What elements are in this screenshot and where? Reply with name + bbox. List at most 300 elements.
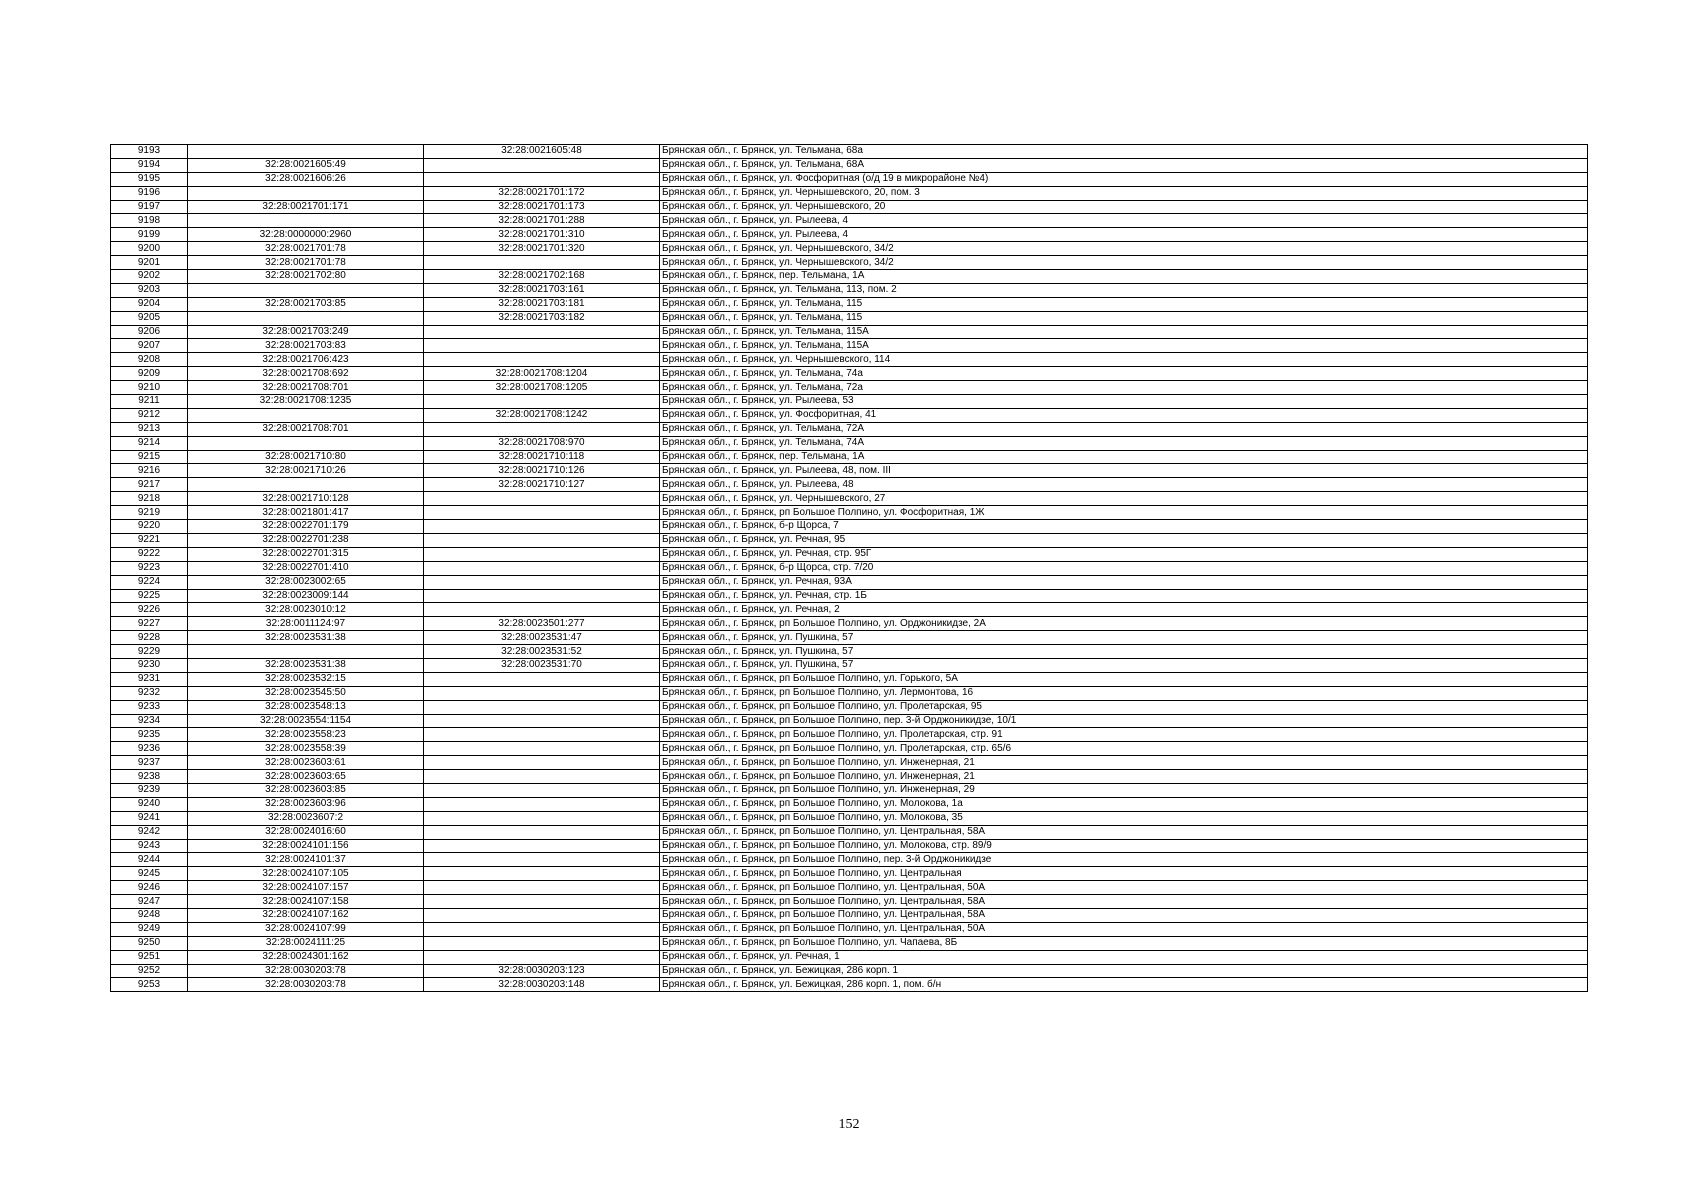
address-cell: Брянская обл., г. Брянск, ул. Речная, 93А [660,575,1588,589]
table-row [111,450,1588,464]
address-cell: Брянская обл., г. Брянск, б-р Щорса, 7 [660,520,1588,534]
land-cadastral-number-cell [188,311,424,325]
land-cadastral-number-cell [188,186,424,200]
address-cell: Брянская обл., г. Брянск, рп Большое Полпино, ул. Горького, 5А [660,672,1588,686]
table-row [111,589,1588,603]
row-number-cell: 9198 [111,214,188,228]
address-cell: Брянская обл., г. Брянск, ул. Речная, 95 [660,533,1588,547]
address-cell: Брянская обл., г. Брянск, ул. Тельмана, 74а [660,367,1588,381]
row-number-cell: 9225 [111,589,188,603]
table-row [111,770,1588,784]
row-number-cell: 9223 [111,561,188,575]
row-number-cell: 9234 [111,714,188,728]
row-number-cell: 9230 [111,658,188,672]
building-cadastral-number-cell [424,825,660,839]
building-cadastral-number-cell [424,936,660,950]
table-row [111,158,1588,172]
land-cadastral-number-cell [188,408,424,422]
building-cadastral-number-cell [424,158,660,172]
land-cadastral-number-cell [188,436,424,450]
land-cadastral-number-cell: 32:28:0021706:423 [188,353,424,367]
building-cadastral-number-cell [424,172,660,186]
row-number-cell: 9250 [111,936,188,950]
table-row [111,922,1588,936]
land-cadastral-number-cell: 32:28:0021701:78 [188,242,424,256]
table-row [111,256,1588,270]
land-cadastral-number-cell: 32:28:0021708:692 [188,367,424,381]
table-row [111,756,1588,770]
land-cadastral-number-cell: 32:28:0021606:26 [188,172,424,186]
row-number-cell: 9237 [111,756,188,770]
table-row [111,672,1588,686]
building-cadastral-number-cell: 32:28:0021703:161 [424,283,660,297]
building-cadastral-number-cell [424,867,660,881]
building-cadastral-number-cell: 32:28:0030203:148 [424,978,660,992]
row-number-cell: 9236 [111,742,188,756]
table-row [111,811,1588,825]
row-number-cell: 9244 [111,853,188,867]
address-cell: Брянская обл., г. Брянск, ул. Чернышевского, 27 [660,492,1588,506]
table-row [111,228,1588,242]
address-cell: Брянская обл., г. Брянск, ул. Чернышевского, 34/2 [660,256,1588,270]
address-cell: Брянская обл., г. Брянск, ул. Фосфоритная, 41 [660,408,1588,422]
land-cadastral-number-cell: 32:28:0023531:38 [188,631,424,645]
address-cell: Брянская обл., г. Брянск, ул. Бежицкая, 286 корп. 1 [660,964,1588,978]
row-number-cell: 9252 [111,964,188,978]
address-cell: Брянская обл., г. Брянск, ул. Рылеева, 4 [660,214,1588,228]
row-number-cell: 9209 [111,367,188,381]
building-cadastral-number-cell [424,353,660,367]
address-cell: Брянская обл., г. Брянск, ул. Тельмана, 113, пом. 2 [660,283,1588,297]
building-cadastral-number-cell [424,908,660,922]
address-cell: Брянская обл., г. Брянск, рп Большое Полпино, ул. Чапаева, 8Б [660,936,1588,950]
land-cadastral-number-cell: 32:28:0023548:13 [188,700,424,714]
address-cell: Брянская обл., г. Брянск, ул. Тельмана, 115 [660,311,1588,325]
address-cell: Брянская обл., г. Брянск, ул. Тельмана, 72А [660,422,1588,436]
building-cadastral-number-cell [424,520,660,534]
table-row [111,283,1588,297]
address-cell: Брянская обл., г. Брянск, рп Большое Полпино, ул. Центральная [660,867,1588,881]
land-cadastral-number-cell: 32:28:0011124:97 [188,617,424,631]
building-cadastral-number-cell [424,672,660,686]
land-cadastral-number-cell: 32:28:0023603:96 [188,797,424,811]
building-cadastral-number-cell [424,770,660,784]
land-cadastral-number-cell: 32:28:0024101:37 [188,853,424,867]
building-cadastral-number-cell [424,395,660,409]
row-number-cell: 9221 [111,533,188,547]
address-cell: Брянская обл., г. Брянск, ул. Пушкина, 57 [660,645,1588,659]
land-cadastral-number-cell: 32:28:0022701:179 [188,520,424,534]
row-number-cell: 9210 [111,381,188,395]
address-cell: Брянская обл., г. Брянск, ул. Тельмана, 115А [660,325,1588,339]
row-number-cell: 9197 [111,200,188,214]
table-row [111,270,1588,284]
land-cadastral-number-cell: 32:28:0021710:26 [188,464,424,478]
building-cadastral-number-cell [424,728,660,742]
address-cell: Брянская обл., г. Брянск, рп Большое Полпино, ул. Инженерная, 21 [660,770,1588,784]
land-cadastral-number-cell: 32:28:0023010:12 [188,603,424,617]
page-number: 152 [838,1117,860,1132]
building-cadastral-number-cell: 32:28:0021710:126 [424,464,660,478]
row-number-cell: 9224 [111,575,188,589]
table-row [111,422,1588,436]
address-cell: Брянская обл., г. Брянск, ул. Рылеева, 48 [660,478,1588,492]
row-number-cell: 9235 [111,728,188,742]
row-number-cell: 9201 [111,256,188,270]
address-cell: Брянская обл., г. Брянск, ул. Чернышевского, 20, пом. 3 [660,186,1588,200]
address-cell: Брянская обл., г. Брянск, ул. Тельмана, 68а [660,145,1588,159]
land-cadastral-number-cell: 32:28:0021801:417 [188,506,424,520]
row-number-cell: 9193 [111,145,188,159]
row-number-cell: 9222 [111,547,188,561]
land-cadastral-number-cell [188,214,424,228]
building-cadastral-number-cell [424,756,660,770]
row-number-cell: 9229 [111,645,188,659]
address-cell: Брянская обл., г. Брянск, ул. Пушкина, 57 [660,631,1588,645]
building-cadastral-number-cell [424,422,660,436]
row-number-cell: 9214 [111,436,188,450]
address-cell: Брянская обл., г. Брянск, ул. Тельмана, 115А [660,339,1588,353]
building-cadastral-number-cell: 32:28:0021701:310 [424,228,660,242]
table-row [111,645,1588,659]
land-cadastral-number-cell: 32:28:0023532:15 [188,672,424,686]
land-cadastral-number-cell: 32:28:0024016:60 [188,825,424,839]
row-number-cell: 9204 [111,297,188,311]
building-cadastral-number-cell: 32:28:0021708:1242 [424,408,660,422]
land-cadastral-number-cell: 32:28:0023554:1154 [188,714,424,728]
building-cadastral-number-cell: 32:28:0021605:48 [424,145,660,159]
table-row [111,908,1588,922]
land-cadastral-number-cell: 32:28:0024107:105 [188,867,424,881]
row-number-cell: 9215 [111,450,188,464]
table-row [111,797,1588,811]
registry-table [110,144,1588,992]
row-number-cell: 9196 [111,186,188,200]
land-cadastral-number-cell: 32:28:0021702:80 [188,270,424,284]
address-cell: Брянская обл., г. Брянск, рп Большое Полпино, ул. Фосфоритная, 1Ж [660,506,1588,520]
address-cell: Брянская обл., г. Брянск, ул. Речная, стр. 95Г [660,547,1588,561]
land-cadastral-number-cell: 32:28:0023531:38 [188,658,424,672]
row-number-cell: 9241 [111,811,188,825]
land-cadastral-number-cell: 32:28:0021710:128 [188,492,424,506]
building-cadastral-number-cell: 32:28:0021701:288 [424,214,660,228]
address-cell: Брянская обл., г. Брянск, ул. Фосфоритная (о/д 19 в микрорайоне №4) [660,172,1588,186]
building-cadastral-number-cell: 32:28:0021708:1205 [424,381,660,395]
table-row [111,200,1588,214]
address-cell: Брянская обл., г. Брянск, пер. Тельмана, 1А [660,270,1588,284]
land-cadastral-number-cell: 32:28:0021708:701 [188,422,424,436]
building-cadastral-number-cell: 32:28:0023531:47 [424,631,660,645]
row-number-cell: 9211 [111,395,188,409]
land-cadastral-number-cell: 32:28:0023009:144 [188,589,424,603]
address-cell: Брянская обл., г. Брянск, рп Большое Полпино, ул. Молокова, стр. 89/9 [660,839,1588,853]
row-number-cell: 9232 [111,686,188,700]
land-cadastral-number-cell: 32:28:0021605:49 [188,158,424,172]
address-cell: Брянская обл., г. Брянск, рп Большое Полпино, ул. Молокова, 1а [660,797,1588,811]
land-cadastral-number-cell: 32:28:0022701:238 [188,533,424,547]
address-cell: Брянская обл., г. Брянск, рп Большое Полпино, ул. Центральная, 58А [660,908,1588,922]
table-row [111,533,1588,547]
land-cadastral-number-cell: 32:28:0024301:162 [188,950,424,964]
building-cadastral-number-cell: 32:28:0021701:172 [424,186,660,200]
address-cell: Брянская обл., г. Брянск, рп Большое Полпино, ул. Молокова, 35 [660,811,1588,825]
table-row [111,700,1588,714]
table-row [111,783,1588,797]
table-row [111,492,1588,506]
row-number-cell: 9208 [111,353,188,367]
address-cell: Брянская обл., г. Брянск, ул. Рылеева, 4 [660,228,1588,242]
table-row [111,561,1588,575]
land-cadastral-number-cell: 32:28:0022701:410 [188,561,424,575]
table-row [111,145,1588,159]
table-row [111,575,1588,589]
land-cadastral-number-cell [188,645,424,659]
address-cell: Брянская обл., г. Брянск, ул. Пушкина, 57 [660,658,1588,672]
table-row [111,214,1588,228]
building-cadastral-number-cell: 32:28:0023531:52 [424,645,660,659]
address-cell: Брянская обл., г. Брянск, ул. Речная, 2 [660,603,1588,617]
building-cadastral-number-cell: 32:28:0021703:182 [424,311,660,325]
land-cadastral-number-cell: 32:28:0021708:1235 [188,395,424,409]
table-row [111,186,1588,200]
row-number-cell: 9239 [111,783,188,797]
land-cadastral-number-cell: 32:28:0021703:83 [188,339,424,353]
address-cell: Брянская обл., г. Брянск, рп Большое Полпино, ул. Орджоникидзе, 2А [660,617,1588,631]
building-cadastral-number-cell: 32:28:0021702:168 [424,270,660,284]
table-row [111,381,1588,395]
building-cadastral-number-cell [424,575,660,589]
row-number-cell: 9206 [111,325,188,339]
land-cadastral-number-cell: 32:28:0024107:158 [188,895,424,909]
land-cadastral-number-cell: 32:28:0030203:78 [188,978,424,992]
building-cadastral-number-cell [424,603,660,617]
table-row [111,353,1588,367]
table-row [111,742,1588,756]
land-cadastral-number-cell: 32:28:0024107:162 [188,908,424,922]
land-cadastral-number-cell: 32:28:0021701:171 [188,200,424,214]
land-cadastral-number-cell: 32:28:0021703:249 [188,325,424,339]
address-cell: Брянская обл., г. Брянск, ул. Речная, 1 [660,950,1588,964]
address-cell: Брянская обл., г. Брянск, ул. Тельмана, 72а [660,381,1588,395]
table-row [111,631,1588,645]
address-cell: Брянская обл., г. Брянск, ул. Чернышевского, 114 [660,353,1588,367]
land-cadastral-number-cell [188,478,424,492]
table-row [111,520,1588,534]
row-number-cell: 9233 [111,700,188,714]
building-cadastral-number-cell: 32:28:0021710:127 [424,478,660,492]
building-cadastral-number-cell [424,506,660,520]
table-row [111,950,1588,964]
land-cadastral-number-cell: 32:28:0021710:80 [188,450,424,464]
table-row [111,367,1588,381]
table-row [111,603,1588,617]
address-cell: Брянская обл., г. Брянск, рп Большое Полпино, пер. 3-й Орджоникидзе [660,853,1588,867]
table-row [111,964,1588,978]
building-cadastral-number-cell [424,839,660,853]
address-cell: Брянская обл., г. Брянск, ул. Чернышевского, 34/2 [660,242,1588,256]
land-cadastral-number-cell: 32:28:0024101:156 [188,839,424,853]
row-number-cell: 9226 [111,603,188,617]
building-cadastral-number-cell: 32:28:0023501:277 [424,617,660,631]
address-cell: Брянская обл., г. Брянск, рп Большое Полпино, ул. Пролетарская, стр. 91 [660,728,1588,742]
row-number-cell: 9220 [111,520,188,534]
table-row [111,839,1588,853]
table-row [111,686,1588,700]
table-row [111,978,1588,992]
address-cell: Брянская обл., г. Брянск, рп Большое Полпино, ул. Пролетарская, стр. 65/6 [660,742,1588,756]
table-row [111,853,1588,867]
building-cadastral-number-cell [424,561,660,575]
row-number-cell: 9240 [111,797,188,811]
address-cell: Брянская обл., г. Брянск, рп Большое Полпино, ул. Центральная, 50А [660,922,1588,936]
land-cadastral-number-cell: 32:28:0023558:39 [188,742,424,756]
land-cadastral-number-cell: 32:28:0023545:50 [188,686,424,700]
address-cell: Брянская обл., г. Брянск, ул. Речная, стр. 1Б [660,589,1588,603]
table-row [111,825,1588,839]
row-number-cell: 9243 [111,839,188,853]
building-cadastral-number-cell: 32:28:0021703:181 [424,297,660,311]
land-cadastral-number-cell: 32:28:0021701:78 [188,256,424,270]
building-cadastral-number-cell: 32:28:0021708:970 [424,436,660,450]
table-row [111,728,1588,742]
table-row [111,325,1588,339]
table-row [111,714,1588,728]
row-number-cell: 9194 [111,158,188,172]
land-cadastral-number-cell: 32:28:0000000:2960 [188,228,424,242]
building-cadastral-number-cell: 32:28:0021701:320 [424,242,660,256]
row-number-cell: 9248 [111,908,188,922]
table-row [111,172,1588,186]
address-cell: Брянская обл., г. Брянск, рп Большое Полпино, ул. Пролетарская, 95 [660,700,1588,714]
table-row [111,617,1588,631]
row-number-cell: 9205 [111,311,188,325]
address-cell: Брянская обл., г. Брянск, ул. Чернышевского, 20 [660,200,1588,214]
land-cadastral-number-cell: 32:28:0023603:65 [188,770,424,784]
building-cadastral-number-cell [424,492,660,506]
address-cell: Брянская обл., г. Брянск, ул. Тельмана, 74А [660,436,1588,450]
row-number-cell: 9228 [111,631,188,645]
table-row [111,881,1588,895]
building-cadastral-number-cell [424,700,660,714]
land-cadastral-number-cell: 32:28:0024111:25 [188,936,424,950]
table-row [111,395,1588,409]
table-row [111,547,1588,561]
row-number-cell: 9238 [111,770,188,784]
address-cell: Брянская обл., г. Брянск, ул. Бежицкая, 286 корп. 1, пом. б/н [660,978,1588,992]
land-cadastral-number-cell [188,145,424,159]
row-number-cell: 9249 [111,922,188,936]
address-cell: Брянская обл., г. Брянск, рп Большое Полпино, ул. Центральная, 50А [660,881,1588,895]
address-cell: Брянская обл., г. Брянск, ул. Тельмана, 115 [660,297,1588,311]
building-cadastral-number-cell [424,895,660,909]
row-number-cell: 9246 [111,881,188,895]
building-cadastral-number-cell: 32:28:0030203:123 [424,964,660,978]
land-cadastral-number-cell: 32:28:0030203:78 [188,964,424,978]
row-number-cell: 9200 [111,242,188,256]
building-cadastral-number-cell: 32:28:0023531:70 [424,658,660,672]
row-number-cell: 9212 [111,408,188,422]
land-cadastral-number-cell: 32:28:0021708:701 [188,381,424,395]
row-number-cell: 9213 [111,422,188,436]
row-number-cell: 9218 [111,492,188,506]
building-cadastral-number-cell [424,533,660,547]
table-row [111,936,1588,950]
address-cell: Брянская обл., г. Брянск, рп Большое Полпино, ул. Центральная, 58А [660,825,1588,839]
building-cadastral-number-cell [424,853,660,867]
row-number-cell: 9245 [111,867,188,881]
building-cadastral-number-cell [424,783,660,797]
land-cadastral-number-cell: 32:28:0023603:61 [188,756,424,770]
row-number-cell: 9247 [111,895,188,909]
address-cell: Брянская обл., г. Брянск, ул. Рылеева, 48, пом. III [660,464,1588,478]
building-cadastral-number-cell [424,256,660,270]
row-number-cell: 9199 [111,228,188,242]
row-number-cell: 9242 [111,825,188,839]
land-cadastral-number-cell: 32:28:0023558:23 [188,728,424,742]
building-cadastral-number-cell [424,547,660,561]
table-row [111,311,1588,325]
row-number-cell: 9219 [111,506,188,520]
building-cadastral-number-cell [424,950,660,964]
address-cell: Брянская обл., г. Брянск, б-р Щорса, стр. 7/20 [660,561,1588,575]
address-cell: Брянская обл., г. Брянск, ул. Рылеева, 53 [660,395,1588,409]
building-cadastral-number-cell [424,686,660,700]
address-cell: Брянская обл., г. Брянск, рп Большое Полпино, ул. Инженерная, 29 [660,783,1588,797]
registry-table-body [111,145,1588,992]
land-cadastral-number-cell: 32:28:0023603:85 [188,783,424,797]
row-number-cell: 9203 [111,283,188,297]
land-cadastral-number-cell: 32:28:0021703:85 [188,297,424,311]
address-cell: Брянская обл., г. Брянск, рп Большое Полпино, ул. Лермонтова, 16 [660,686,1588,700]
building-cadastral-number-cell: 32:28:0021708:1204 [424,367,660,381]
table-row [111,478,1588,492]
building-cadastral-number-cell [424,339,660,353]
building-cadastral-number-cell: 32:28:0021710:118 [424,450,660,464]
row-number-cell: 9217 [111,478,188,492]
address-cell: Брянская обл., г. Брянск, рп Большое Полпино, пер. 3-й Орджоникидзе, 10/1 [660,714,1588,728]
row-number-cell: 9253 [111,978,188,992]
land-cadastral-number-cell: 32:28:0024107:157 [188,881,424,895]
row-number-cell: 9195 [111,172,188,186]
building-cadastral-number-cell [424,325,660,339]
address-cell: Брянская обл., г. Брянск, пер. Тельмана, 1А [660,450,1588,464]
table-row [111,867,1588,881]
land-cadastral-number-cell [188,283,424,297]
table-row [111,658,1588,672]
building-cadastral-number-cell: 32:28:0021701:173 [424,200,660,214]
building-cadastral-number-cell [424,589,660,603]
address-cell: Брянская обл., г. Брянск, рп Большое Полпино, ул. Центральная, 58А [660,895,1588,909]
land-cadastral-number-cell: 32:28:0023002:65 [188,575,424,589]
building-cadastral-number-cell [424,797,660,811]
table-row [111,506,1588,520]
land-cadastral-number-cell: 32:28:0023607:2 [188,811,424,825]
table-row [111,464,1588,478]
building-cadastral-number-cell [424,811,660,825]
table-row [111,297,1588,311]
table-row [111,242,1588,256]
table-row [111,436,1588,450]
table-row [111,408,1588,422]
row-number-cell: 9231 [111,672,188,686]
table-row [111,339,1588,353]
address-cell: Брянская обл., г. Брянск, ул. Тельмана, 68А [660,158,1588,172]
row-number-cell: 9227 [111,617,188,631]
address-cell: Брянская обл., г. Брянск, рп Большое Полпино, ул. Инженерная, 21 [660,756,1588,770]
row-number-cell: 9207 [111,339,188,353]
building-cadastral-number-cell [424,881,660,895]
building-cadastral-number-cell [424,742,660,756]
